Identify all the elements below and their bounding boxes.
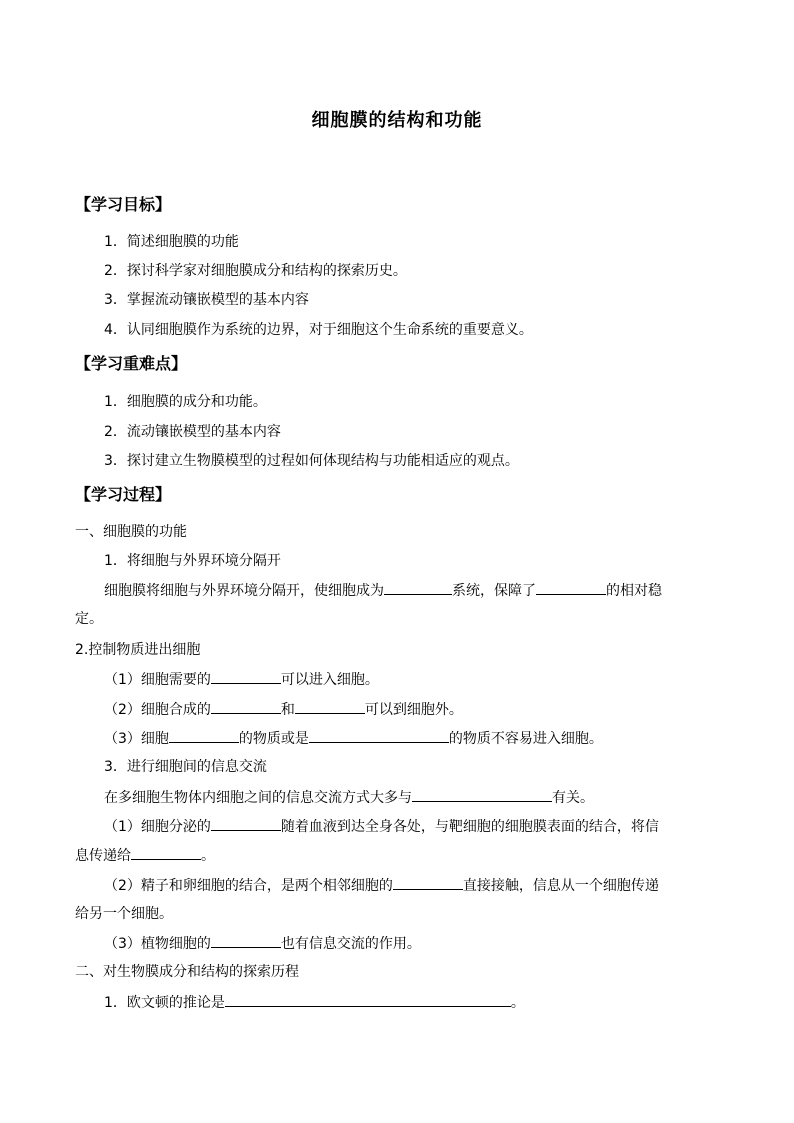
- fill-blank[interactable]: [393, 875, 463, 890]
- text-segment: 在多细胞生物体内细胞之间的信息交流方式大多与: [104, 790, 412, 806]
- text-segment: 随着血液到达全身各处，与靶细胞的细胞膜表面的结合，将信: [280, 819, 659, 835]
- key-point-item: 3．探讨建立生物膜模型的过程如何体现结构与功能相适应的观点。: [104, 453, 519, 469]
- fill-blank[interactable]: [384, 580, 452, 595]
- part1-sub3-item-cont: [75, 845, 215, 866]
- part1-sub3-item-cont: 给另一个细胞。: [75, 906, 173, 922]
- fill-blank[interactable]: [225, 992, 511, 1007]
- text-segment: 。: [510, 995, 525, 1011]
- fill-blank[interactable]: [309, 728, 449, 743]
- text-segment: 系统，保障了: [452, 583, 536, 599]
- part1-sub3-item: [104, 875, 659, 896]
- text-segment: （2）精子和卵细胞的结合，是两个相邻细胞的: [104, 878, 393, 894]
- text-segment: 1．欧文顿的推论是: [104, 995, 225, 1011]
- text-segment: 的相对稳: [606, 583, 662, 599]
- part1-sub1-text-cont: 定。: [75, 611, 103, 627]
- goal-item: 4．认同细胞膜作为系统的边界，对于细胞这个生命系统的重要意义。: [104, 322, 533, 338]
- text-segment: 息传递给: [75, 848, 131, 864]
- text-segment: （1）细胞需要的: [104, 672, 211, 688]
- part1-sub3-item: [104, 816, 659, 837]
- fill-blank[interactable]: [211, 933, 281, 948]
- part1-sub1-text: [104, 580, 662, 601]
- part1-sub3-text: [104, 787, 594, 808]
- key-point-item: 2．流动镶嵌模型的基本内容: [104, 424, 281, 440]
- process-heading: 【学习过程】: [75, 485, 172, 504]
- key-point-item: 1．细胞膜的成分和功能。: [104, 394, 267, 410]
- part1-sub3-item: [104, 933, 421, 954]
- key-points-heading: 【学习重难点】: [75, 354, 188, 373]
- text-segment: （1）细胞分泌的: [104, 819, 211, 835]
- part1-sub2-item: [104, 699, 463, 720]
- part1-sub1-title: 1．将细胞与外界环境分隔开: [104, 553, 281, 569]
- text-segment: 。: [201, 848, 215, 864]
- part2-title: 二、对生物膜成分和结构的探索历程: [75, 964, 299, 980]
- text-segment: 直接接触，信息从一个细胞传递: [462, 878, 659, 894]
- fill-blank[interactable]: [211, 699, 281, 714]
- part1-sub3-title: 3．进行细胞间的信息交流: [104, 759, 267, 775]
- fill-blank[interactable]: [211, 669, 281, 684]
- text-segment: 的物质或是: [238, 731, 309, 747]
- text-segment: 也有信息交流的作用。: [280, 936, 421, 952]
- part2-item: [104, 992, 525, 1013]
- text-segment: 有关。: [552, 790, 594, 806]
- fill-blank[interactable]: [536, 580, 606, 595]
- goal-item: 2．探讨科学家对细胞膜成分和结构的探索历史。: [104, 263, 407, 279]
- part1-sub2-title: 2.控制物质进出细胞: [75, 642, 201, 658]
- goal-item: 1．简述细胞膜的功能: [104, 234, 239, 250]
- text-segment: （3）细胞: [104, 731, 169, 747]
- text-segment: 的物质不容易进入细胞。: [448, 731, 603, 747]
- part1-sub2-item: [104, 669, 379, 690]
- text-segment: （3）植物细胞的: [104, 936, 211, 952]
- text-segment: 细胞膜将细胞与外界环境分隔开，使细胞成为: [104, 583, 384, 599]
- text-segment: 可以到细胞外。: [364, 702, 463, 718]
- goals-heading: 【学习目标】: [75, 195, 172, 214]
- fill-blank[interactable]: [211, 816, 281, 831]
- goal-item: 3．掌握流动镶嵌模型的基本内容: [104, 292, 309, 308]
- text-segment: 和: [280, 702, 295, 718]
- text-segment: （2）细胞合成的: [104, 702, 211, 718]
- text-segment: 可以进入细胞。: [280, 672, 379, 688]
- fill-blank[interactable]: [169, 728, 239, 743]
- fill-blank[interactable]: [412, 787, 552, 802]
- part1-title: 一、细胞膜的功能: [75, 524, 187, 540]
- page-title: 细胞膜的结构和功能: [311, 110, 483, 131]
- part1-sub2-item: [104, 728, 603, 749]
- fill-blank[interactable]: [131, 845, 201, 860]
- fill-blank[interactable]: [295, 699, 365, 714]
